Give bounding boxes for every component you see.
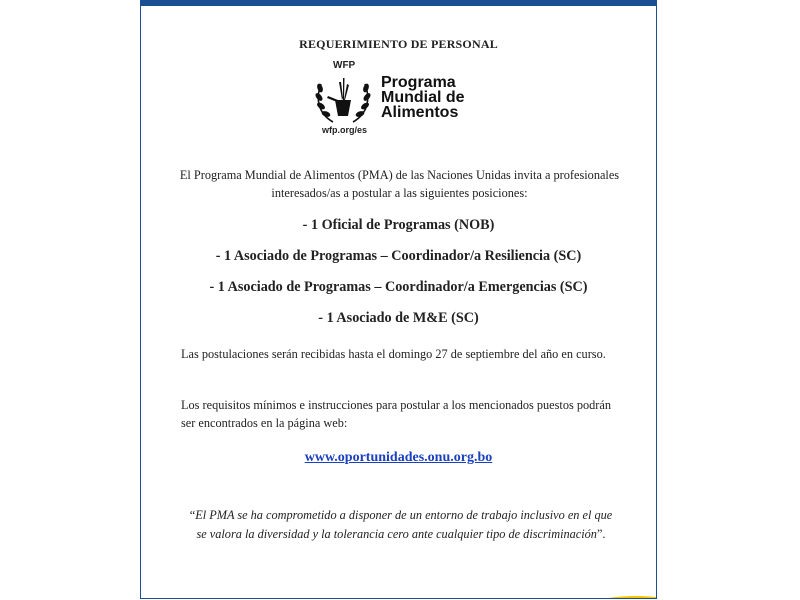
top-blue-bar <box>141 0 656 6</box>
position-item: - 1 Asociado de Programas – Coordinador/a Resiliencia (SC) <box>215 248 582 264</box>
inclusion-quote <box>186 506 616 544</box>
position-item: - 1 Asociado de Programas – Coordinador/a Emergencias (SC) <box>209 279 588 295</box>
yellow-corner-accent <box>556 568 657 599</box>
logo-url: wfp.org/es <box>322 125 368 135</box>
website-link[interactable]: www.oportunidades.onu.org.bo <box>304 450 493 465</box>
logo-acronym: WFP <box>333 60 356 71</box>
quote-text: El PMA se ha comprometido a disponer de un entorno de trabajo inclusivo en el que se valora la diversidad y la tolerancia cero ante cualquier tipo de discriminación <box>195 508 613 541</box>
logo-line-1: Programa <box>381 74 456 91</box>
logo-line-3: Alimentos <box>381 104 459 121</box>
intro-paragraph: El Programa Mundial de Alimentos (PMA) de las Naciones Unidas invita a profesionales interesados/as a postular a las siguientes posiciones: <box>179 168 620 200</box>
website-container <box>141 450 656 466</box>
positions-list <box>141 213 656 337</box>
position-item: - 1 Oficial de Programas (NOB) <box>302 217 495 233</box>
page-heading: REQUERIMIENTO DE PERSONAL <box>299 37 498 51</box>
quote-close-mark: ”. <box>596 527 606 541</box>
logo-wordmark <box>381 75 465 120</box>
requirements-paragraph: Los requisitos mínimos e instrucciones para postular a los mencionados puestos podrán ser encontrados en la página web: <box>181 398 611 430</box>
wfp-logo <box>313 58 488 138</box>
deadline-paragraph: Las postulaciones serán recibidas hasta el domingo 27 de septiembre del año en curso. <box>181 347 606 361</box>
position-item: - 1 Asociado de M&E (SC) <box>318 310 479 326</box>
quote-open-mark: “ <box>189 508 196 522</box>
logo-line-2: Mundial de <box>381 89 465 106</box>
document-page <box>140 0 657 599</box>
wfp-wheat-wreath-emblem-icon <box>313 70 375 126</box>
